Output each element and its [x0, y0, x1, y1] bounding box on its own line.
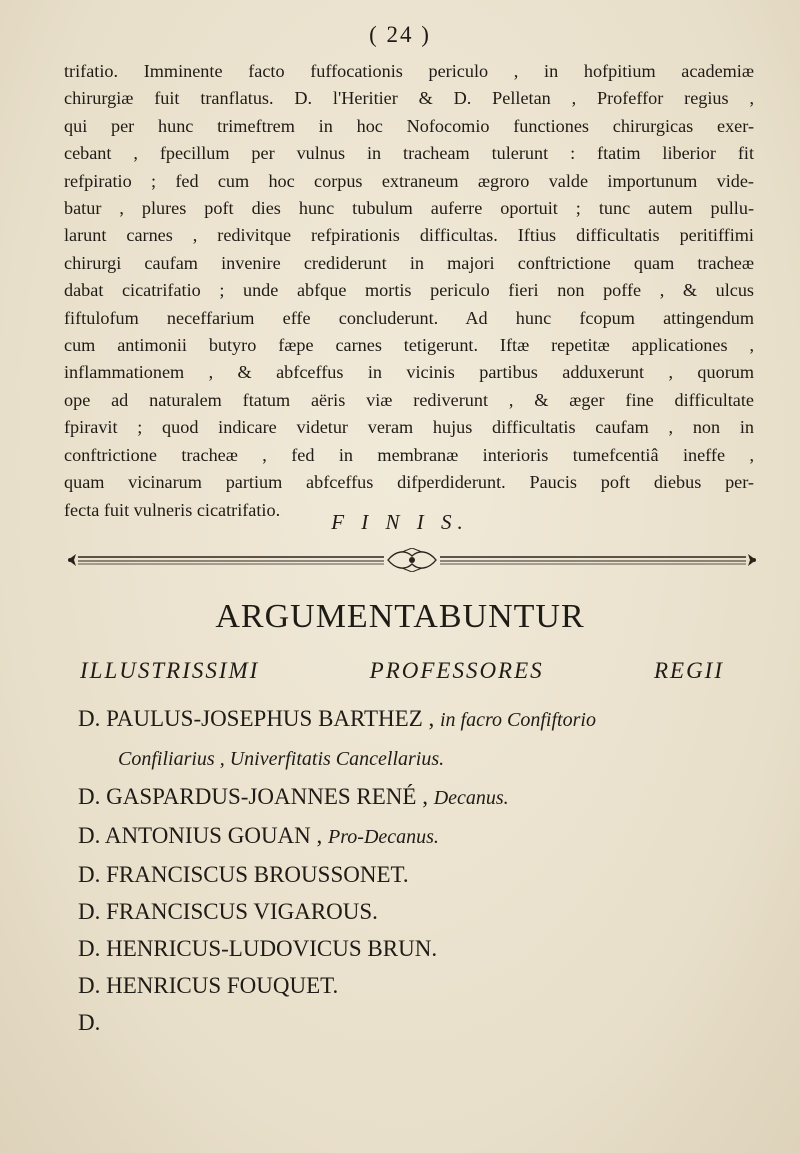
page-number: ( 24 ) — [369, 22, 431, 47]
professor-title: in facro Confiftorio — [440, 709, 596, 731]
professor-name: D. PAULUS-JOSEPHUS BARTHEZ , — [78, 706, 435, 731]
ornament-center-fleuron-icon — [388, 548, 436, 572]
finis-label: F I N I S. — [331, 510, 469, 534]
body-line: batur , plures poft dies hunc tubulum auferre oportuit ; tunc autem pullu- — [64, 198, 754, 219]
professor-name: D. FRANCISCUS BROUSSONET. — [78, 862, 409, 887]
professor-entry — [78, 700, 768, 739]
professor-name: D. ANTONIUS GOUAN , — [78, 823, 323, 848]
professor-entry — [78, 856, 768, 893]
professor-entry — [78, 967, 768, 1004]
body-line: fecta fuit vulneris cicatrifatio. — [64, 499, 281, 520]
body-line: fiftulofum neceffarium effe concluderunt. Ad hunc fcopum attingendum — [64, 307, 754, 328]
ornamental-rule — [66, 548, 758, 572]
professor-entry — [78, 893, 768, 930]
body-line: cum antimonii butyro fæpe carnes tetigerunt. Iftæ repetitæ applicationes , — [64, 335, 754, 356]
professor-title: Decanus. — [433, 787, 509, 809]
professor-name: D. HENRICUS-LUDOVICUS BRUN. — [78, 936, 438, 961]
body-line: fpiravit ; quod indicare videtur veram hujus difficultatis caufam , non in — [64, 417, 754, 438]
body-line: conftrictione tracheæ , fed in membranæ interioris tumefcentiâ ineffe , — [64, 444, 754, 465]
body-line: inflammationem , & abfceffus in vicinis partibus adduxerunt , quorum — [64, 362, 754, 383]
body-line: trifatio. Imminente facto fuffocationis periculo , in hofpitium academiæ — [64, 61, 754, 81]
body-line: refpiratio ; fed cum hoc corpus extraneum ægroro valde importunum vide- — [64, 170, 754, 191]
body-paragraph — [64, 58, 754, 524]
body-line: chirurgi caufam invenire crediderunt in majori conftrictione quam tracheæ — [64, 252, 754, 273]
professor-name: D. GASPARDUS-JOANNES RENÉ , — [78, 784, 428, 809]
professor-name: D. FRANCISCUS VIGAROUS. — [78, 899, 378, 924]
body-line: quam vicinarum partium abfceffus difperdiderunt. Paucis poft diebus per- — [64, 472, 754, 493]
body-line: cebant , fpecillum per vulnus in tracheam tulerunt : ftatim liberior fit — [64, 143, 754, 164]
professors-list — [78, 700, 768, 1041]
section-heading: ARGUMENTABUNTUR — [215, 598, 585, 635]
professor-title: Confiliarius , Univerfitatis Cancellarius. — [118, 748, 445, 770]
body-line: chirurgiæ fuit tranflatus. D. l'Heritier & D. Pelletan , Profeffor regius , — [64, 88, 754, 109]
professor-entry — [78, 930, 768, 967]
professor-name: D. HENRICUS FOUQUET. — [78, 973, 339, 998]
professor-entry — [78, 1004, 768, 1041]
ornament-right-flourish-icon — [748, 554, 756, 566]
professor-entry — [78, 817, 768, 856]
body-line: ope ad naturalem ftatum aëris viæ rediverunt , & æger fine difficultate — [64, 389, 754, 410]
professor-entry — [78, 778, 768, 817]
section-subheading: ILLUSTRISSIMI PROFESSORES REGII — [80, 658, 724, 683]
professor-entry-continued — [78, 739, 768, 778]
body-line: qui per hunc trimeftrem in hoc Nofocomio functiones chirurgicas exer- — [64, 115, 754, 136]
body-line: dabat cicatrifatio ; unde abfque mortis periculo fieri non poffe , & ulcus — [64, 280, 754, 301]
ornament-left-flourish-icon — [68, 554, 76, 566]
body-line: larunt carnes , redivitque refpirationis difficultas. Iftius difficultatis peritiffimi — [64, 225, 754, 246]
professor-title: Pro-Decanus. — [328, 826, 439, 848]
professor-name: D. — [78, 1010, 101, 1035]
